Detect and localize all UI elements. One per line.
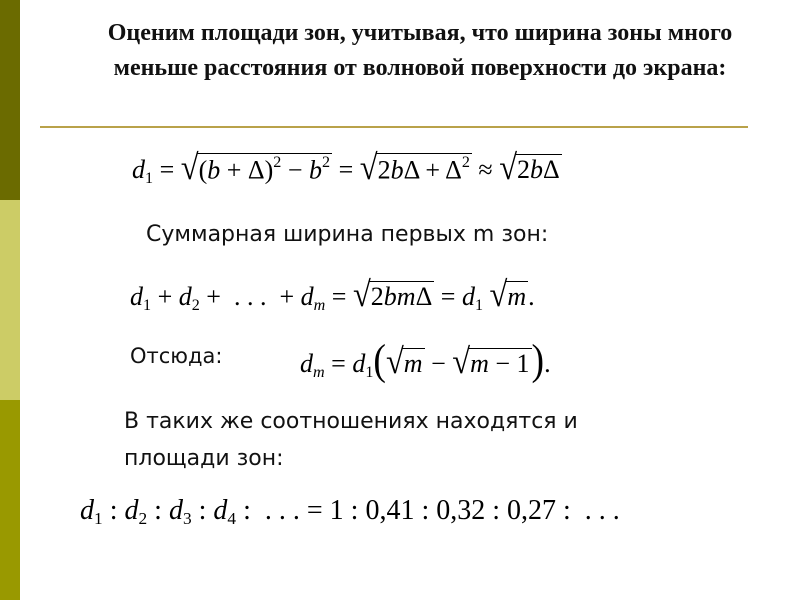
formula-ratio: $d_1$ : $d_2$ : $d_3$ : $d_4$ : . . . = 1 : 0,41 : 0,32 : 0,27 : . . . [80, 495, 620, 529]
slide-title: Оценим площади зон, учитывая, что ширина зоны много меньше расстояния от волновой поверхности до экрана: [107, 20, 733, 81]
sum-width-label: Суммарная ширина первых m зон: [146, 222, 549, 247]
formula-sum: $d_1 + d_2$ + . . . + $d_m = √2bm\Delta = d_1$ √m. [130, 275, 535, 315]
sidebar-stripe-bottom [0, 400, 20, 600]
otsyuda-label: Отсюда: [130, 344, 223, 368]
formula-dm: $d_m = d_1(√m - √m - 1)$. [300, 335, 551, 385]
formula-d1: $d_1 = √(b + \Delta)^2 - b^2 = √2b\Delta + \Delta^2 \approx √2b\Delta$ [132, 148, 560, 188]
sidebar-stripe-top [0, 0, 20, 200]
same-ratio-label: В таких же соотношениях находятся и площади зон: [124, 409, 578, 471]
title-divider [40, 126, 748, 128]
sidebar-stripe-middle [0, 200, 20, 400]
